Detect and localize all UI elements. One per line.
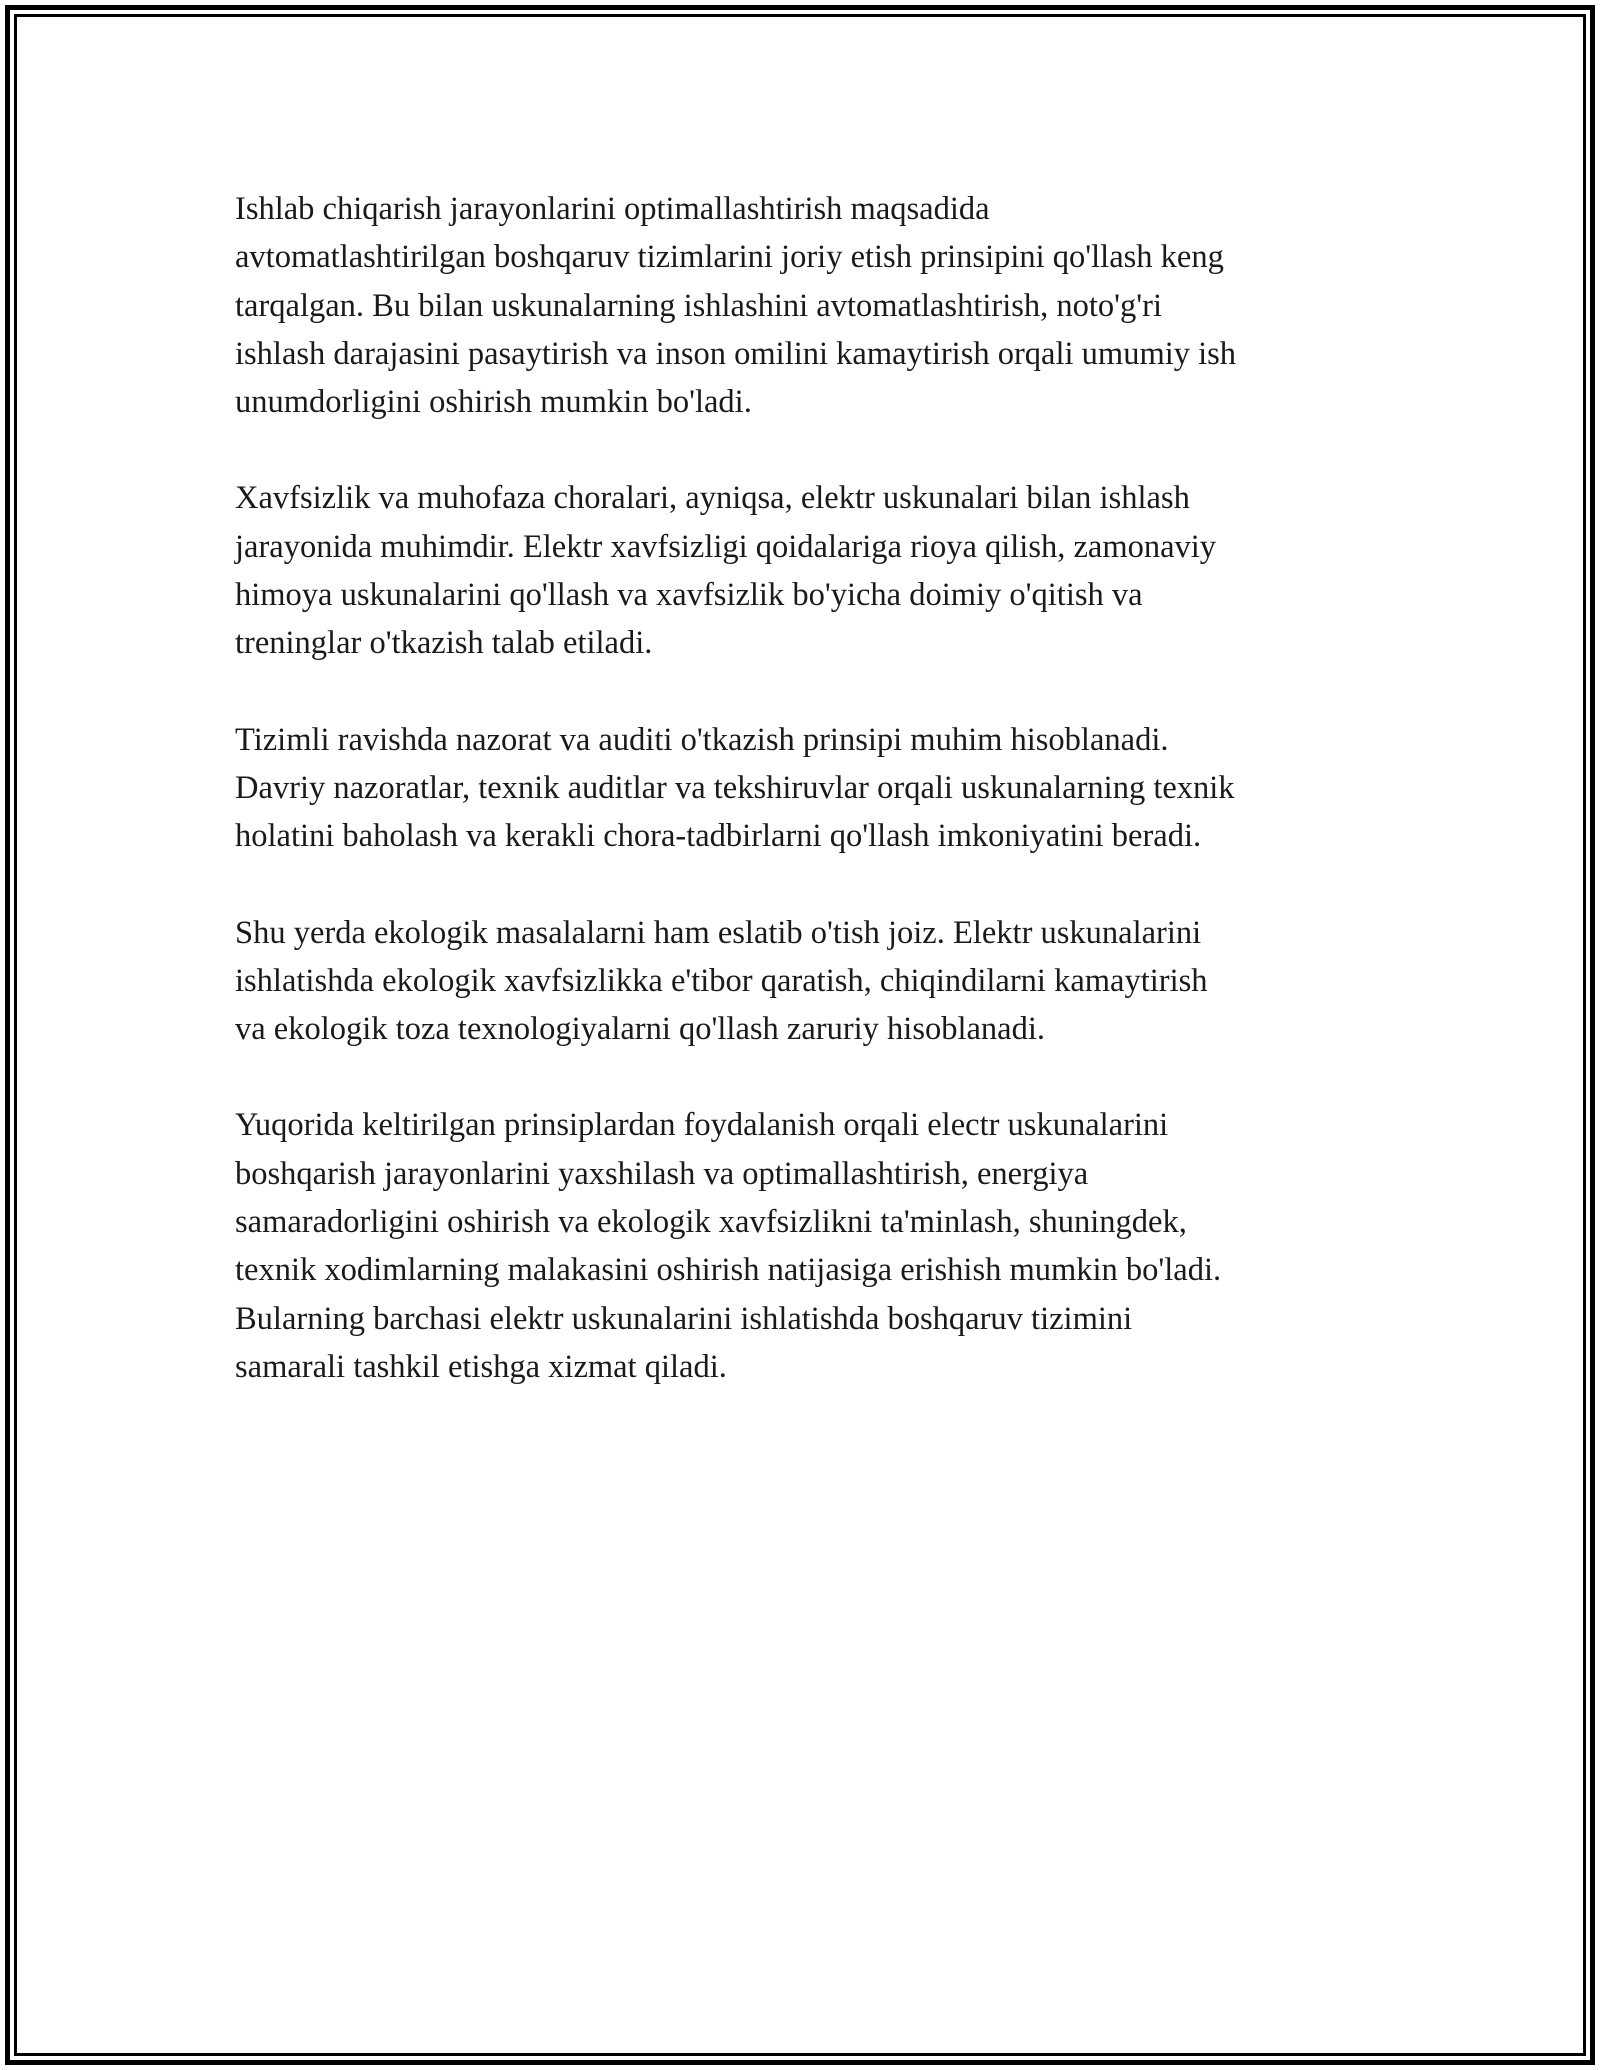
text-line: boshqarish jarayonlarini yaxshilash va optimallashtirish, energiya	[235, 1155, 1089, 1192]
text-line: unumdorligini oshirish mumkin bo'ladi.	[235, 384, 752, 421]
text-line: himoya uskunalarini qo'llash va xavfsizlik bo'yicha doimiy o'qitish va	[235, 577, 1143, 614]
text-line: samarali tashkil etishga xizmat qiladi.	[235, 1348, 727, 1385]
text-line: ishlash darajasini pasaytirish va inson omilini kamaytirish orqali umumiy ish	[235, 335, 1237, 372]
paragraph-conclusion	[235, 1101, 1385, 1391]
text-line: va ekologik toza texnologiyalarni qo'llash zaruriy hisoblanadi.	[235, 1011, 1046, 1048]
text-line: ishlatishda ekologik xavfsizlikka e'tibor qaratish, chiqindilarni kamaytirish	[235, 962, 1208, 999]
text-line: Davriy nazoratlar, texnik auditlar va tekshiruvlar orqali uskunalarning texnik	[235, 769, 1235, 806]
paragraph-automation	[235, 185, 1385, 426]
text-line: tarqalgan. Bu bilan uskunalarning ishlashini avtomatlashtirish, noto'g'ri	[235, 287, 1162, 324]
text-line: Shu yerda ekologik masalalarni ham eslatib o'tish joiz. Elektr uskunalarini	[235, 914, 1202, 951]
text-line: samaradorligini oshirish va ekologik xavfsizlikni ta'minlash, shuningdek,	[235, 1204, 1187, 1241]
text-line: treninglar o'tkazish talab etiladi.	[235, 625, 653, 662]
paragraph-safety	[235, 474, 1385, 667]
text-line: jarayonida muhimdir. Elektr xavfsizligi qoidalariga rioya qilish, zamonaviy	[235, 528, 1217, 565]
text-line: holatini baholash va kerakli chora-tadbirlarni qo'llash imkoniyatini beradi.	[235, 818, 1202, 855]
text-line: avtomatlashtirilgan boshqaruv tizimlarini joriy etish prinsipini qo'llash keng	[235, 239, 1224, 276]
document-body	[235, 185, 1385, 1439]
text-line: texnik xodimlarning malakasini oshirish natijasiga erishish mumkin bo'ladi.	[235, 1252, 1222, 1289]
text-line: Bularning barchasi elektr uskunalarini ishlatishda boshqaruv tizimini	[235, 1300, 1133, 1337]
text-line: Ishlab chiqarish jarayonlarini optimallashtirish maqsadida	[235, 191, 990, 227]
text-line: Xavfsizlik va muhofaza choralari, ayniqsa, elektr uskunalari bilan ishlash	[235, 480, 1190, 517]
paragraph-audit	[235, 716, 1385, 861]
text-line: Yuqorida keltirilgan prinsiplardan foydalanish orqali electr uskunalarini	[235, 1107, 1169, 1144]
text-line: Tizimli ravishda nazorat va auditi o'tkazish prinsipi muhim hisoblanadi.	[235, 721, 1169, 758]
paragraph-ecology	[235, 909, 1385, 1054]
